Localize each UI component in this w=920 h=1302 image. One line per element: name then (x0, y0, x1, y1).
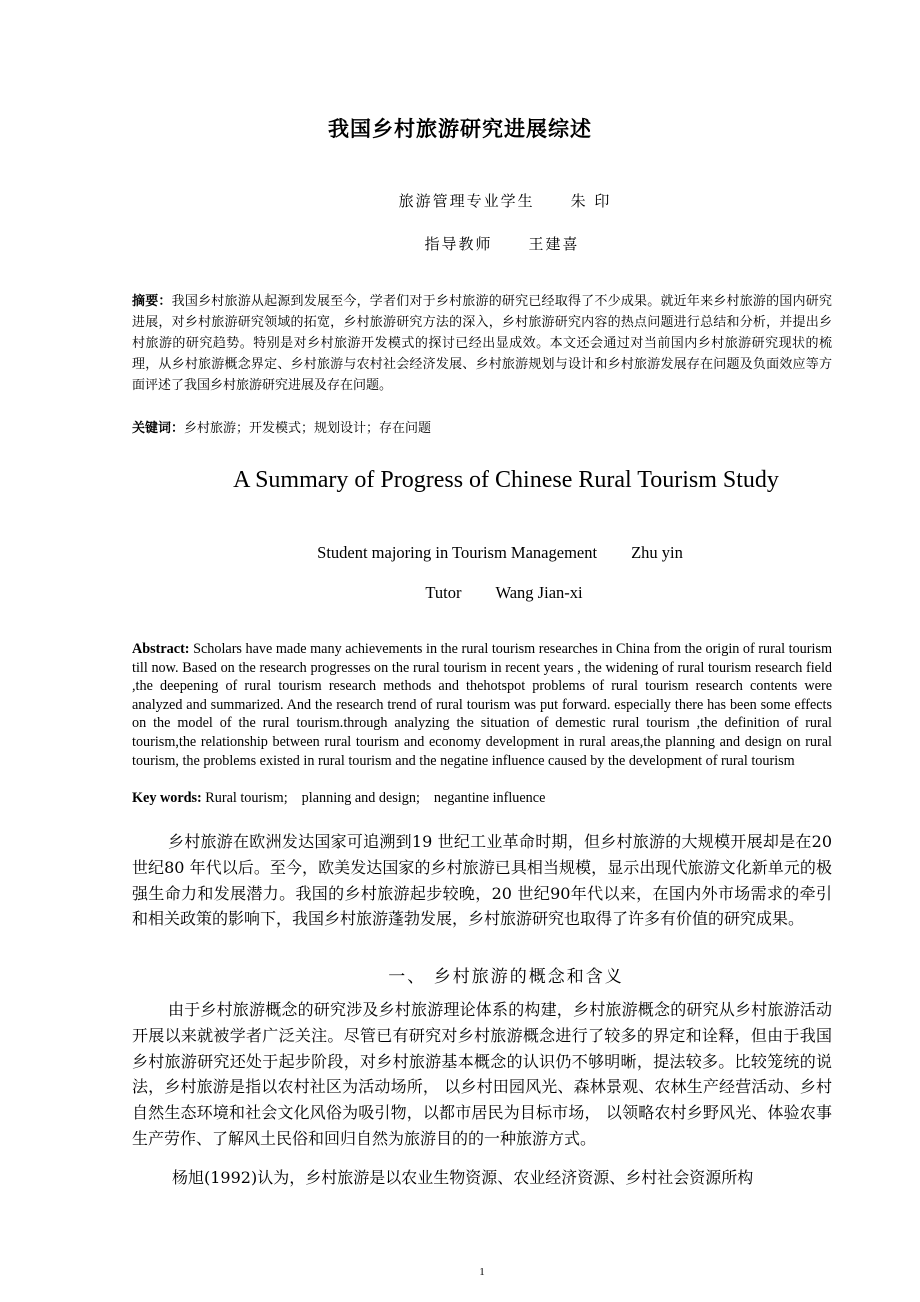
author-role: 旅游管理专业学生 (398, 192, 535, 210)
body-paragraph-concept: 由于乡村旅游概念的研究涉及乡村旅游理论体系的构建，乡村旅游概念的研究从乡村旅游活动开展以来就被学者广泛关注。尽管已有研究对乡村旅游概念进行了较多的界定和诠释，但由于我国乡村旅游研究还处于起步阶段，对乡村旅游基本概念的认识仍不够明晰，提法较多。比较笼统的说法，乡村旅游是指以农村社区为活动场所， 以乡村田园风光、森林景观、农林生产经营活动、乡村自然生态环境和社会文化风俗为吸引物，以都市居民为目标市场， 以领略农村乡野风光、体验农事生产劳作、了解风土民俗和回归自然为旅游目的的一种旅游方式。 (132, 1000, 832, 1148)
body-paragraph-continued: 杨旭(1992)认为，乡村旅游是以农业生物资源、农业经济资源、乡村社会资源所构 (172, 1168, 754, 1187)
chinese-tutor-line (0, 233, 920, 254)
chinese-keywords (132, 418, 832, 439)
english-abstract (132, 640, 832, 770)
english-abstract-text: Scholars have made many achievements in the rural tourism researches in China from the origin of rural tourism till now. Based on the research progresses on the rural tourism in recent years , the widening of rural tourism research field ,the deepening of rural tourism research methods and thehotspot problems of rural tourism research contents were analyzed and summarized. And the research trend of rural tourism was put forward. especially there has been some effects on the model of the rural tourism.through analyzing the situation of demestic rural tourism ,the definition of rural tourism,the relationship between rural tourism and economy development in rural areas,the planning and design on rural tourism, the problems existed in rural tourism and the negatine influence caused by the development of rural tourism (132, 641, 832, 769)
english-keyword: planning and design; (301, 790, 420, 806)
chinese-abstract-label: 摘要： (132, 294, 172, 309)
chinese-abstract-text: 我国乡村旅游从起源到发展至今，学者们对于乡村旅游的研究已经取得了不少成果。就近年来乡村旅游的国内研究进展，对乡村旅游研究领域的拓宽，乡村旅游研究方法的深入，乡村旅游研究内容的热点问题进行总结和分析，并提出乡村旅游的研究趋势。特别是对乡村旅游开发模式的探讨已经出显成效。本文还会通过对当前国内乡村旅游研究现状的梳理，从乡村旅游概念界定、乡村旅游与农村社会经济发展、乡村旅游规划与设计和乡村旅游发展存在问题及负面效应等方面评述了我国乡村旅游研究进展及存在问题。 (132, 294, 832, 393)
tutor-role: 指导教师 (424, 235, 493, 253)
author-name: 朱 印 (570, 192, 612, 210)
chinese-keywords-label: 关键词： (132, 421, 185, 436)
english-author-line (0, 543, 920, 563)
english-keyword: negantine influence (433, 790, 546, 806)
english-tutor-role: Tutor (425, 583, 462, 602)
english-author-name: Zhu yin (631, 543, 683, 562)
english-abstract-label: Abstract: (132, 641, 190, 657)
page-number: 1 (479, 1266, 485, 1278)
body-paragraph-intro: 乡村旅游在欧洲发达国家可追溯到19 世纪工业革命时期，但乡村旅游的大规模开展却是在20世纪80 年代以后。至今，欧美发达国家的乡村旅游已具相当规模，显示出现代旅游文化新单元的极强生命力和发展潜力。我国的乡村旅游起步较晚，20 世纪90年代以来，在国内外市场需求的牵引和相关政策的影响下，我国乡村旅游蓬勃发展，乡村旅游研究也取得了许多有价值的研究成果。 (132, 832, 832, 929)
section-heading: 一、 乡村旅游的概念和含义 (388, 967, 624, 987)
english-keywords-label: Key words: (132, 790, 202, 806)
chinese-keywords-text: 乡村旅游；开发模式；规划设计；存在问题 (184, 421, 432, 436)
chinese-title: 我国乡村旅游研究进展综述 (328, 117, 592, 141)
english-author-role: Student majoring in Tourism Management (317, 543, 598, 562)
english-keywords (132, 789, 832, 808)
english-title: A Summary of Progress of Chinese Rural Tourism Study (233, 467, 779, 493)
chinese-author-line (0, 190, 920, 211)
english-tutor-name: Wang Jian-xi (495, 583, 583, 602)
tutor-name: 王建喜 (528, 235, 580, 253)
english-keyword: Rural tourism; (205, 790, 288, 806)
english-tutor-line (0, 583, 920, 603)
chinese-abstract (132, 291, 832, 396)
